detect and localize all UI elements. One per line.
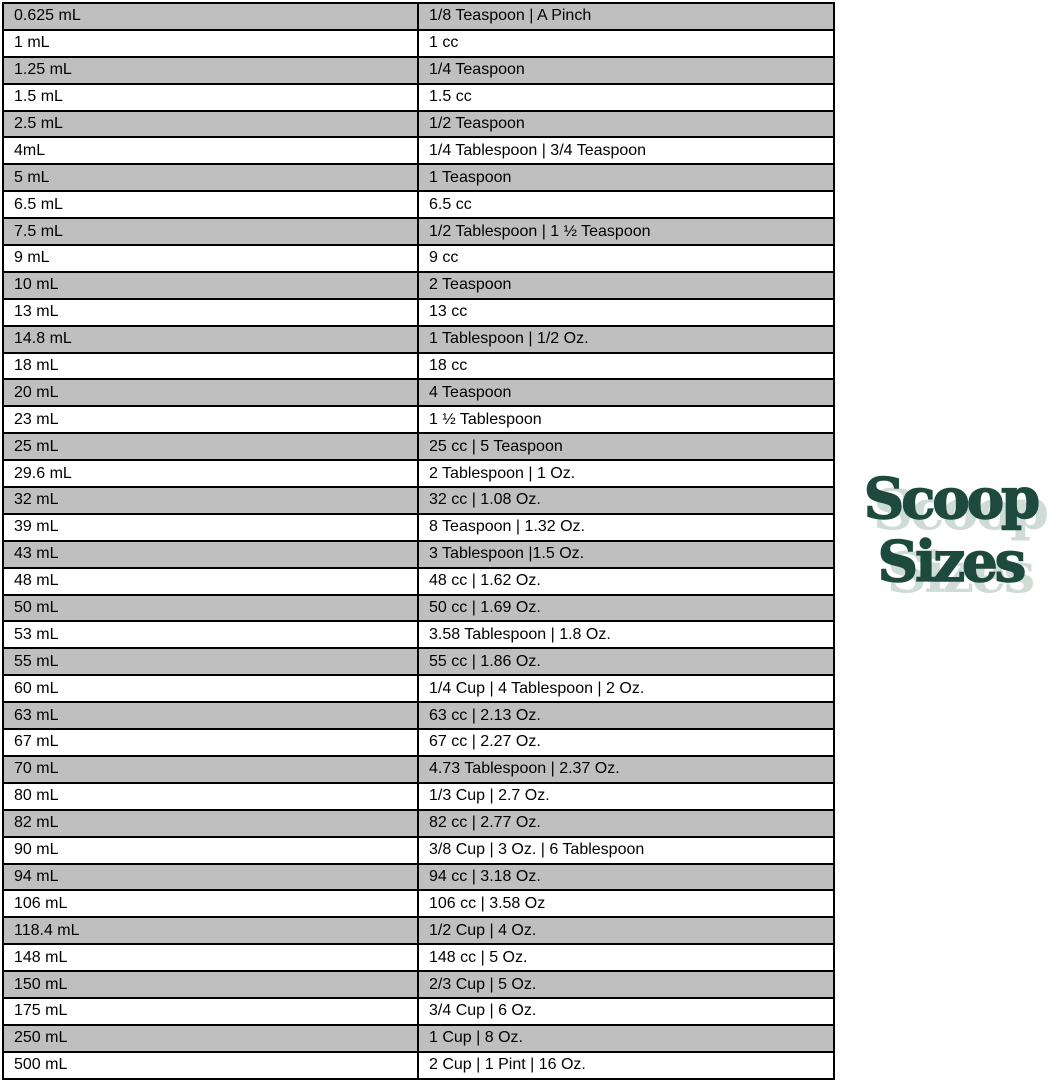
equivalent-cell: 3.58 Tablespoon | 1.8 Oz. xyxy=(418,621,834,648)
table-row xyxy=(3,353,834,380)
equivalent-cell: 9 cc xyxy=(418,245,834,272)
equivalent-cell: 2 Teaspoon xyxy=(418,272,834,299)
ml-cell: 6.5 mL xyxy=(3,191,418,218)
ml-cell: 29.6 mL xyxy=(3,460,418,487)
table-row xyxy=(3,675,834,702)
table-row xyxy=(3,541,834,568)
table-row xyxy=(3,621,834,648)
table-row xyxy=(3,460,834,487)
table-row xyxy=(3,702,834,729)
equivalent-cell: 1 ½ Tablespoon xyxy=(418,406,834,433)
equivalent-cell: 8 Teaspoon | 1.32 Oz. xyxy=(418,514,834,541)
equivalent-cell: 1/4 Teaspoon xyxy=(418,57,834,84)
table-row xyxy=(3,218,834,245)
ml-cell: 150 mL xyxy=(3,971,418,998)
table-row xyxy=(3,1025,834,1052)
table-row xyxy=(3,783,834,810)
ml-cell: 53 mL xyxy=(3,621,418,648)
ml-cell: 18 mL xyxy=(3,353,418,380)
equivalent-cell: 3 Tablespoon |1.5 Oz. xyxy=(418,541,834,568)
equivalent-cell: 3/4 Cup | 6 Oz. xyxy=(418,998,834,1025)
equivalent-cell: 18 cc xyxy=(418,353,834,380)
table-row xyxy=(3,245,834,272)
equivalent-cell: 1/4 Cup | 4 Tablespoon | 2 Oz. xyxy=(418,675,834,702)
equivalent-cell: 55 cc | 1.86 Oz. xyxy=(418,648,834,675)
ml-cell: 10 mL xyxy=(3,272,418,299)
table-row xyxy=(3,944,834,971)
equivalent-cell: 13 cc xyxy=(418,299,834,326)
scoop-sizes-logo xyxy=(838,468,1063,593)
equivalent-cell: 4 Teaspoon xyxy=(418,379,834,406)
equivalent-cell: 94 cc | 3.18 Oz. xyxy=(418,864,834,891)
equivalent-cell: 1 Teaspoon xyxy=(418,164,834,191)
equivalent-cell: 1/8 Teaspoon | A Pinch xyxy=(418,3,834,30)
ml-cell: 90 mL xyxy=(3,837,418,864)
ml-cell: 1.25 mL xyxy=(3,57,418,84)
ml-cell: 50 mL xyxy=(3,595,418,622)
equivalent-cell: 1 cc xyxy=(418,30,834,57)
ml-cell: 70 mL xyxy=(3,756,418,783)
table-row xyxy=(3,729,834,756)
ml-cell: 43 mL xyxy=(3,541,418,568)
equivalent-cell: 1/4 Tablespoon | 3/4 Teaspoon xyxy=(418,137,834,164)
ml-cell: 7.5 mL xyxy=(3,218,418,245)
ml-cell: 14.8 mL xyxy=(3,326,418,353)
table-row xyxy=(3,326,834,353)
table-row xyxy=(3,299,834,326)
equivalent-cell: 48 cc | 1.62 Oz. xyxy=(418,568,834,595)
table-row xyxy=(3,379,834,406)
conversion-table xyxy=(2,2,835,1080)
ml-cell: 94 mL xyxy=(3,864,418,891)
ml-cell: 60 mL xyxy=(3,675,418,702)
equivalent-cell: 2/3 Cup | 5 Oz. xyxy=(418,971,834,998)
table-row xyxy=(3,917,834,944)
ml-cell: 175 mL xyxy=(3,998,418,1025)
equivalent-cell: 2 Tablespoon | 1 Oz. xyxy=(418,460,834,487)
ml-cell: 67 mL xyxy=(3,729,418,756)
table-row xyxy=(3,406,834,433)
equivalent-cell: 106 cc | 3.58 Oz xyxy=(418,890,834,917)
ml-cell: 1.5 mL xyxy=(3,84,418,111)
equivalent-cell: 67 cc | 2.27 Oz. xyxy=(418,729,834,756)
ml-cell: 118.4 mL xyxy=(3,917,418,944)
table-row xyxy=(3,890,834,917)
table-row xyxy=(3,30,834,57)
ml-cell: 23 mL xyxy=(3,406,418,433)
ml-cell: 63 mL xyxy=(3,702,418,729)
conversion-table-body xyxy=(3,3,834,1079)
equivalent-cell: 63 cc | 2.13 Oz. xyxy=(418,702,834,729)
equivalent-cell: 1.5 cc xyxy=(418,84,834,111)
ml-cell: 82 mL xyxy=(3,810,418,837)
table-row xyxy=(3,595,834,622)
table-row xyxy=(3,998,834,1025)
equivalent-cell: 2 Cup | 1 Pint | 16 Oz. xyxy=(418,1052,834,1079)
ml-cell: 250 mL xyxy=(3,1025,418,1052)
ml-cell: 39 mL xyxy=(3,514,418,541)
ml-cell: 9 mL xyxy=(3,245,418,272)
table-row xyxy=(3,57,834,84)
ml-cell: 25 mL xyxy=(3,433,418,460)
table-row xyxy=(3,971,834,998)
table-row xyxy=(3,810,834,837)
ml-cell: 148 mL xyxy=(3,944,418,971)
table-row xyxy=(3,164,834,191)
logo-line-2: Sizes xyxy=(877,528,1024,595)
table-row xyxy=(3,272,834,299)
ml-cell: 13 mL xyxy=(3,299,418,326)
table-row xyxy=(3,568,834,595)
ml-cell: 0.625 mL xyxy=(3,3,418,30)
table-row xyxy=(3,837,834,864)
table-row xyxy=(3,756,834,783)
table-row xyxy=(3,864,834,891)
table-row xyxy=(3,137,834,164)
ml-cell: 2.5 mL xyxy=(3,111,418,138)
ml-cell: 4mL xyxy=(3,137,418,164)
table-row xyxy=(3,3,834,30)
equivalent-cell: 6.5 cc xyxy=(418,191,834,218)
ml-cell: 48 mL xyxy=(3,568,418,595)
table-row xyxy=(3,433,834,460)
ml-cell: 106 mL xyxy=(3,890,418,917)
equivalent-cell: 50 cc | 1.69 Oz. xyxy=(418,595,834,622)
table-row xyxy=(3,191,834,218)
ml-cell: 5 mL xyxy=(3,164,418,191)
equivalent-cell: 1/3 Cup | 2.7 Oz. xyxy=(418,783,834,810)
equivalent-cell: 148 cc | 5 Oz. xyxy=(418,944,834,971)
ml-cell: 32 mL xyxy=(3,487,418,514)
table-row xyxy=(3,514,834,541)
ml-cell: 500 mL xyxy=(3,1052,418,1079)
equivalent-cell: 3/8 Cup | 3 Oz. | 6 Tablespoon xyxy=(418,837,834,864)
equivalent-cell: 1/2 Cup | 4 Oz. xyxy=(418,917,834,944)
table-row xyxy=(3,84,834,111)
equivalent-cell: 4.73 Tablespoon | 2.37 Oz. xyxy=(418,756,834,783)
equivalent-cell: 82 cc | 2.77 Oz. xyxy=(418,810,834,837)
logo-line-1: Scoop xyxy=(863,466,1038,532)
equivalent-cell: 1/2 Tablespoon | 1 ½ Teaspoon xyxy=(418,218,834,245)
equivalent-cell: 25 cc | 5 Teaspoon xyxy=(418,433,834,460)
table-row xyxy=(3,111,834,138)
equivalent-cell: 1 Cup | 8 Oz. xyxy=(418,1025,834,1052)
ml-cell: 1 mL xyxy=(3,30,418,57)
table-row xyxy=(3,648,834,675)
ml-cell: 20 mL xyxy=(3,379,418,406)
equivalent-cell: 1 Tablespoon | 1/2 Oz. xyxy=(418,326,834,353)
table-row xyxy=(3,487,834,514)
equivalent-cell: 32 cc | 1.08 Oz. xyxy=(418,487,834,514)
ml-cell: 55 mL xyxy=(3,648,418,675)
table-row xyxy=(3,1052,834,1079)
ml-cell: 80 mL xyxy=(3,783,418,810)
equivalent-cell: 1/2 Teaspoon xyxy=(418,111,834,138)
